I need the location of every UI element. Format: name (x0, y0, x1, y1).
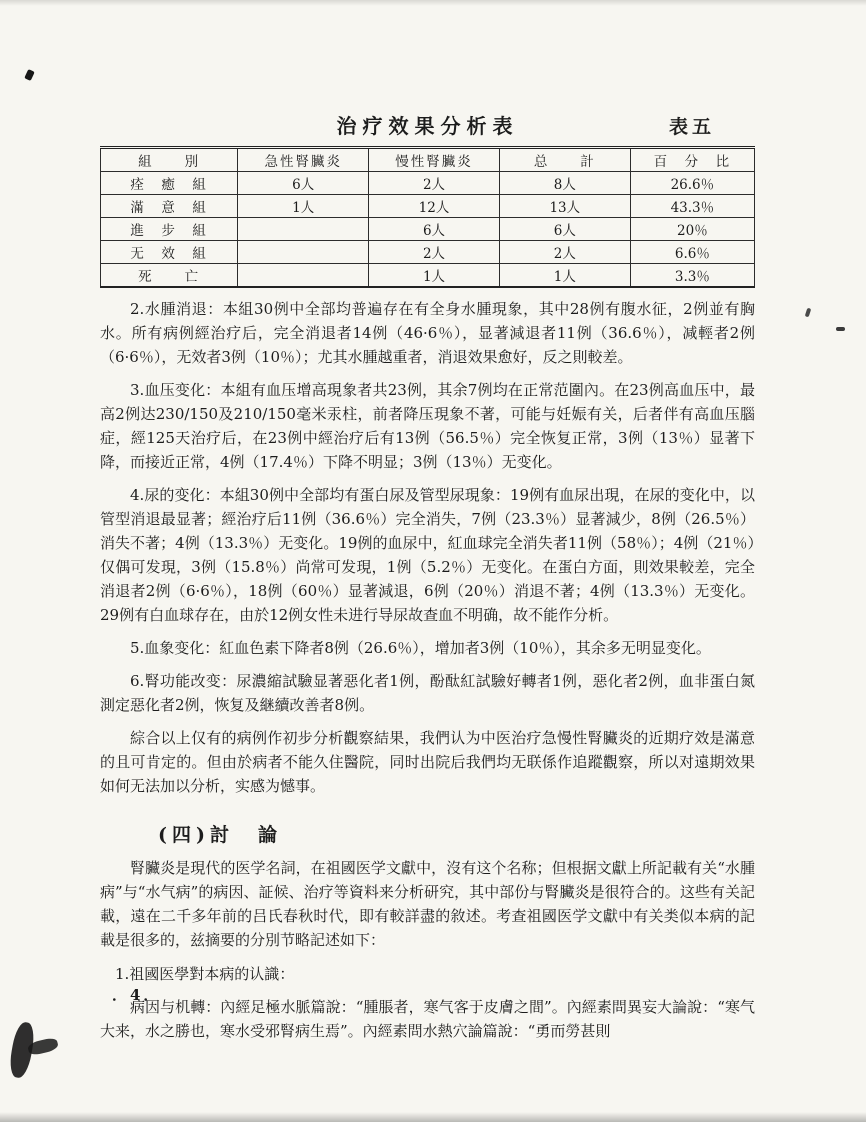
scan-artifact (805, 308, 812, 318)
table-row-cured (101, 172, 755, 195)
page-title: 治疗效果分析表 (336, 114, 519, 138)
table-cell: 8人 (499, 172, 630, 195)
scan-edge-shadow-bottom (0, 1112, 866, 1122)
table-cell: 1人 (369, 264, 500, 288)
paragraph-kidney-function-changes: 6.腎功能改变：尿濃縮試驗显著惡化者1例，酚酞紅試驗好轉者1例，惡化者2例，血非蛋白氮測定惡化者2例，恢复及継續改善者8例。 (100, 672, 755, 714)
table-cell: 2人 (369, 172, 500, 195)
table-row-improved (101, 218, 755, 241)
table-cell: 6人 (499, 218, 630, 241)
paragraph-blood-picture-changes: 5.血象变化：紅血色素下降者8例（26.6％），增加者3例（10％），其余多无明显变化。 (130, 639, 711, 657)
table-cell (238, 218, 369, 241)
table-cell: 20％ (630, 218, 754, 241)
column-header-group: 組 別 (101, 148, 238, 172)
table-cell (238, 264, 369, 288)
scan-artifact (24, 69, 35, 81)
scan-edge-shadow-top (0, 0, 866, 6)
table-cell: 1人 (238, 195, 369, 218)
table-row-satisfactory (101, 195, 755, 218)
table-cell: 滿 意 組 (101, 195, 238, 218)
column-header-acute-nephritis: 急性腎臟炎 (238, 148, 369, 172)
table-cell: 6人 (369, 218, 500, 241)
subheading-ancient-medicine-knowledge: 1.祖國医學對本病的认識： (115, 965, 295, 983)
table-cell: 進 步 組 (101, 218, 238, 241)
paragraph-etiology-mechanism: 病因与机轉：內經足極水脈篇說：“腫脹者，寒气客于皮膚之間”。內經素問異妄大論說：“寒气大来，水之勝也，寒水受邪腎病生焉”。內經素問水熱穴論篇說：“勇而勞甚則 (100, 998, 755, 1040)
scan-artifact (836, 327, 845, 331)
table-cell: 43.3％ (630, 195, 754, 218)
table-cell: 3.3％ (630, 264, 754, 288)
paragraph-discussion-intro: 腎臟炎是現代的医学名詞，在祖國医学文獻中，沒有这个名称；但根据文獻上所記載有关“水腫病”与“水气病”的病因、証候、治疗等資料来分析研究，其中部份与腎臟炎是很符合的。这些有关記載，遠在二千多年前的吕氏春秋时代，即有較詳盡的敘述。考查祖國医学文獻中有关类似本病的記載是很多的，兹摘要的分別节略記述如下： (100, 859, 755, 949)
table-row-no-effect (101, 241, 755, 264)
table-cell: 6人 (238, 172, 369, 195)
column-header-chronic-nephritis: 慢性腎臟炎 (369, 148, 500, 172)
table-header-row (101, 148, 755, 172)
table-cell: 2人 (499, 241, 630, 264)
paragraph-urine-changes: 4.尿的变化：本組30例中全部均有蛋白尿及管型尿現象：19例有血尿出現，在尿的变化中，以管型消退最显著；經治疗后11例（36.6％）完全消失，7例（23.3％）显著減少，8例（26.5％）消失不著；4例（13.3％）无变化。19例的血尿中，紅血球完全消失者11例（58％）；4例（21％）仅偶可发現，3例（15.8％）尚常可发現，1例（5.2％）无变化。在蛋白方面，則效果較差，完全消退者2例（6·6％），18例（60％）显著減退，6例（20％）消退不著；4例（13.3％）无变化。29例有白血球存在，由於12例女性未进行导尿故查血不明确，故不能作分析。 (100, 486, 755, 624)
table-cell: 26.6％ (630, 172, 754, 195)
column-header-percentage: 百 分 比 (630, 148, 754, 172)
table-cell: 无 效 組 (101, 241, 238, 264)
table-row-death (101, 264, 755, 288)
table-cell: 1人 (499, 264, 630, 288)
page-content (100, 110, 755, 1043)
paragraph-blood-pressure-changes: 3.血压变化：本組有血压增高現象者共23例，其余7例均在正常范圍內。在23例高血压中，最高2例达230/150及210/150毫米汞柱，前者降压現象不著，可能与妊娠有关，后者伴有高血压腦症，經125天治疗后，在23例中經治疗后有13例（56.5％）完全恢复正常，3例（13％）显著下降，而接近正常，4例（17.4％）下降不明显；3例（13％）无变化。 (100, 381, 755, 471)
table-cell: 12人 (369, 195, 500, 218)
page-number: ．4． (112, 986, 162, 1004)
paragraph-edema-regression: 2.水腫消退：本組30例中全部均普遍存在有全身水腫現象，其中28例有腹水征，2例並有胸水。所有病例經治疗后，完全消退者14例（46·6％），显著減退者11例（36.6％），减輕者2例（6·6％），无效者3例（10％）；尤其水腫越重者，消退效果愈好，反之則較差。 (100, 300, 755, 366)
section-heading-discussion: (四)討 論 (158, 824, 282, 846)
table-cell (238, 241, 369, 264)
table-cell: 2人 (369, 241, 500, 264)
title-row (100, 110, 755, 140)
table-cell: 痊 癒 組 (101, 172, 238, 195)
table-number-label: 表五 (668, 116, 715, 138)
table-cell: 13人 (499, 195, 630, 218)
table-cell: 死 亡 (101, 264, 238, 288)
treatment-results-table (100, 146, 755, 288)
table-cell: 6.6％ (630, 241, 754, 264)
paragraph-summary: 綜合以上仅有的病例作初步分析觀察結果，我們认为中医治疗急慢性腎臟炎的近期疗效是滿意的且可肯定的。但由於病者不能久住醫院，同时出院后我們均无联係作追蹤觀察，所以对遠期效果如何无法加以分析，实感为憾事。 (100, 729, 755, 795)
column-header-total: 总 計 (499, 148, 630, 172)
